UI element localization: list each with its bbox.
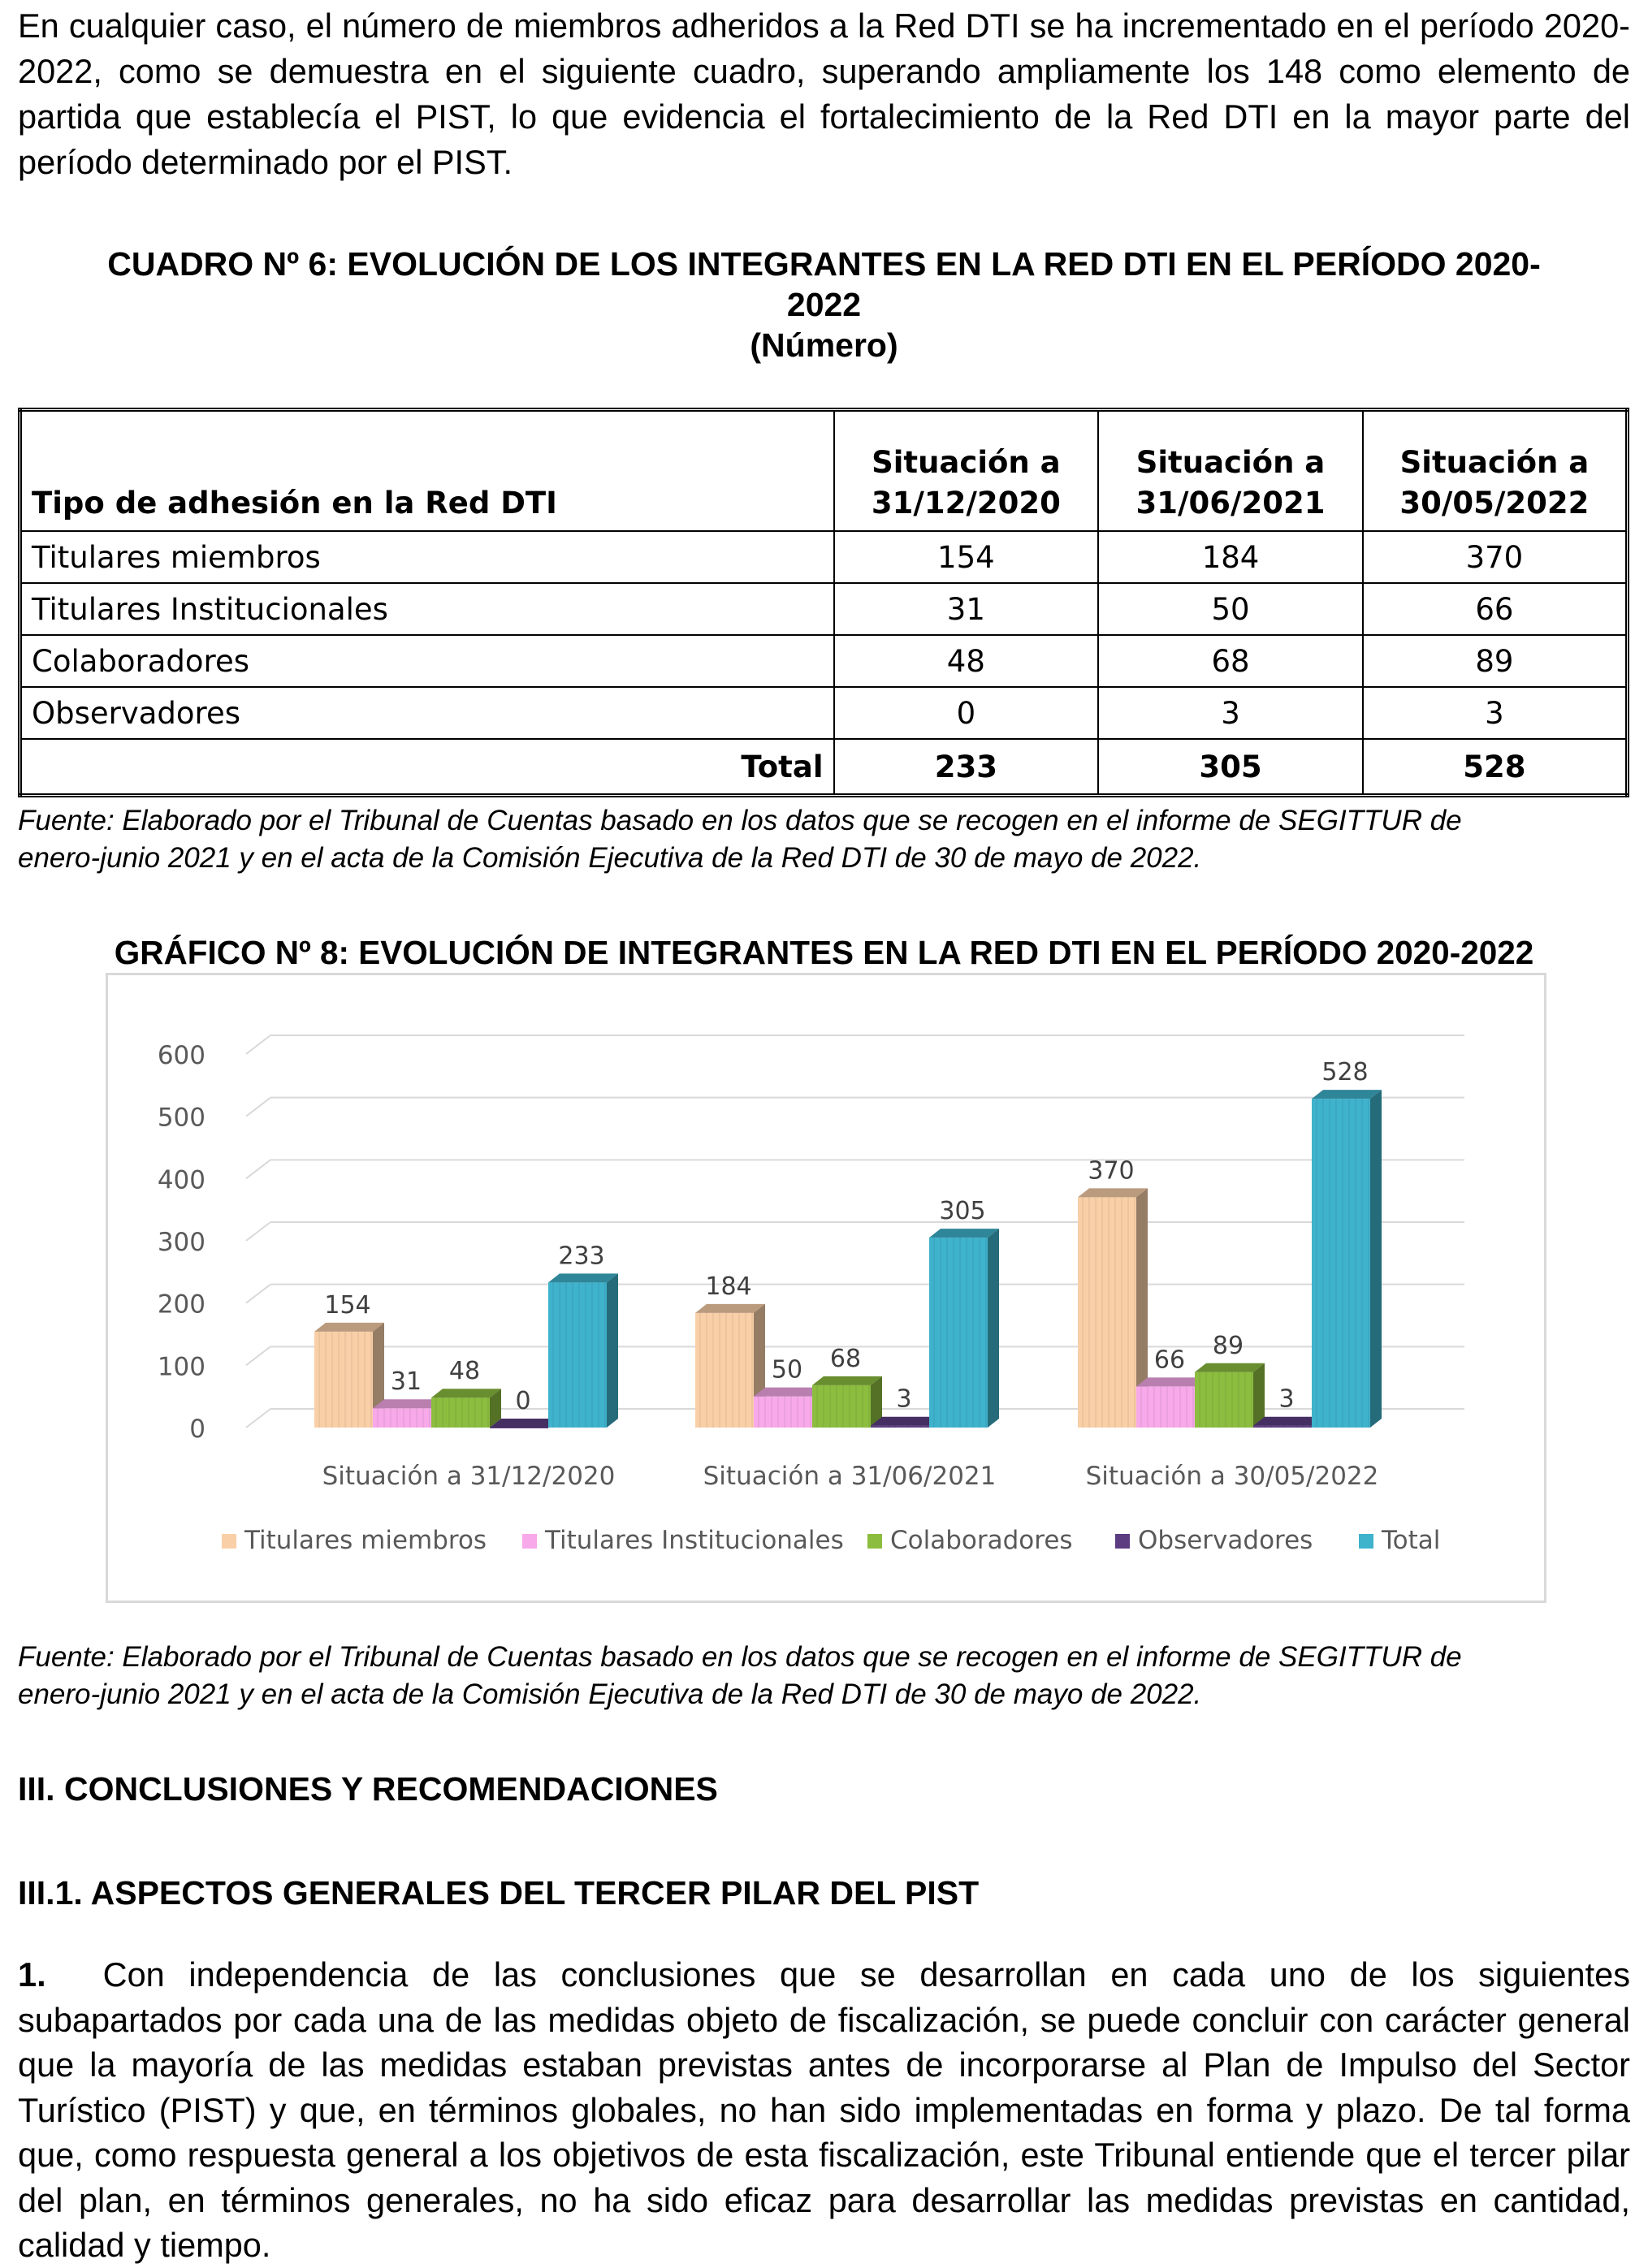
cell-value: 0 bbox=[834, 687, 1099, 739]
data-label: 3 bbox=[1278, 1385, 1295, 1414]
bar bbox=[373, 1408, 431, 1428]
bar-side bbox=[1253, 1363, 1265, 1428]
legend-label: Titulares Institucionales bbox=[545, 1526, 844, 1555]
legend-swatch bbox=[1115, 1534, 1130, 1549]
bar bbox=[1195, 1372, 1253, 1428]
x-category-label: Situación a 31/06/2021 bbox=[703, 1462, 997, 1491]
row-label: Colaboradores bbox=[20, 635, 834, 687]
chart-title: GRÁFICO Nº 8: EVOLUCIÓN DE INTEGRANTES EN LA RED DTI EN EL PERÍODO 2020-2022 bbox=[114, 934, 1534, 971]
legend-swatch bbox=[1359, 1534, 1373, 1549]
row-label: Observadores bbox=[20, 687, 834, 739]
cell-value: 184 bbox=[1098, 531, 1363, 583]
bar bbox=[695, 1313, 754, 1428]
total-label: Total bbox=[20, 739, 834, 796]
bar-top bbox=[431, 1389, 501, 1398]
table-header-2022 bbox=[1363, 410, 1628, 532]
y-tick-label: 600 bbox=[157, 1040, 205, 1070]
bar-top bbox=[695, 1304, 765, 1313]
gridline-diagonal bbox=[246, 1160, 270, 1178]
table-header-2021 bbox=[1098, 410, 1363, 532]
y-tick-label: 400 bbox=[157, 1165, 205, 1195]
bar-top bbox=[314, 1323, 384, 1332]
table-row bbox=[20, 635, 1628, 687]
data-label: 0 bbox=[515, 1387, 531, 1415]
conclusion-number: 1. bbox=[18, 1955, 46, 1994]
table-subtitle: (Número) bbox=[750, 326, 898, 364]
cell-value: 3 bbox=[1363, 687, 1628, 739]
cell-value: 89 bbox=[1363, 635, 1628, 687]
bar bbox=[431, 1398, 490, 1428]
chart-container bbox=[106, 973, 1546, 1603]
table-row bbox=[20, 687, 1628, 739]
y-tick-label: 0 bbox=[189, 1415, 205, 1444]
data-label: 305 bbox=[939, 1197, 986, 1226]
table-source bbox=[18, 802, 1630, 877]
conclusion-paragraph bbox=[18, 1952, 1630, 2268]
bar bbox=[812, 1385, 871, 1428]
bar bbox=[548, 1282, 607, 1428]
legend-label: Colaboradores bbox=[890, 1526, 1073, 1555]
bar bbox=[1312, 1099, 1370, 1428]
total-value: 233 bbox=[834, 739, 1099, 796]
gridline-diagonal bbox=[246, 1035, 270, 1054]
data-label: 89 bbox=[1212, 1331, 1244, 1360]
bar-top bbox=[812, 1376, 882, 1385]
data-label: 233 bbox=[558, 1242, 605, 1271]
bar bbox=[871, 1426, 929, 1428]
cell-value: 66 bbox=[1363, 583, 1628, 635]
table-source-line2: enero-junio 2021 y en el acta de la Comisión Ejecutiva de la Red DTI de 30 de mayo de 2022. bbox=[18, 842, 1202, 874]
bar bbox=[1136, 1386, 1195, 1428]
data-label: 370 bbox=[1088, 1156, 1135, 1186]
header-line2: 31/06/2021 bbox=[1135, 486, 1326, 521]
data-label: 184 bbox=[705, 1272, 752, 1301]
y-tick-label: 200 bbox=[157, 1290, 205, 1320]
cell-value: 370 bbox=[1363, 531, 1628, 583]
header-line2: 30/05/2022 bbox=[1399, 486, 1590, 521]
legend-swatch bbox=[867, 1534, 882, 1549]
conclusion-text: Con independencia de las conclusiones que se desarrollan en cada uno de los siguientes subapartados por cada una de las medidas objeto de fiscalización, se puede concluir con carácter general que la mayoría de las medidas estaban previstas antes de incorporarse al Plan de Impulso del Sector Turístico (PIST) y que, en términos globales, no han sido implementadas en forma y plazo. De tal forma que, como respuesta general a los objetivos de esta fiscalización, este Tribunal entiende que el tercer pilar del plan, en términos generales, no ha sido eficaz para desarrollar las medidas previstas en cantidad, calidad y tiempo. bbox=[18, 1955, 1630, 2264]
bar-top bbox=[929, 1229, 999, 1238]
gridline-diagonal bbox=[246, 1285, 270, 1303]
data-label: 66 bbox=[1153, 1346, 1186, 1375]
header-line1: Situación a bbox=[872, 445, 1061, 480]
gridline-diagonal bbox=[246, 1222, 270, 1241]
table-source-line1: Fuente: Elaborado por el Tribunal de Cuentas basado en los datos que se recogen en el informe de SEGITTUR de bbox=[18, 805, 1462, 836]
row-label: Titulares miembros bbox=[20, 531, 834, 583]
legend-label: Observadores bbox=[1138, 1526, 1313, 1555]
y-tick-label: 300 bbox=[157, 1227, 205, 1257]
cell-value: 48 bbox=[834, 635, 1099, 687]
bar-top bbox=[1195, 1363, 1265, 1372]
data-label: 3 bbox=[896, 1385, 912, 1414]
bar-side bbox=[1370, 1090, 1382, 1428]
cell-value: 50 bbox=[1098, 583, 1363, 635]
table-row bbox=[20, 583, 1628, 635]
row-label: Titulares Institucionales bbox=[20, 583, 834, 635]
x-category-label: Situación a 30/05/2022 bbox=[1085, 1462, 1379, 1491]
bar-chart bbox=[108, 975, 1544, 1601]
gridline-diagonal bbox=[246, 1346, 270, 1365]
table-title-line1: CUADRO Nº 6: EVOLUCIÓN DE LOS INTEGRANTES EN LA RED DTI EN EL PERÍODO 2020- bbox=[107, 245, 1541, 283]
table-header-type: Tipo de adhesión en la Red DTI bbox=[20, 410, 834, 532]
cell-value: 68 bbox=[1098, 635, 1363, 687]
table-header-row bbox=[20, 410, 1628, 532]
data-label: 528 bbox=[1321, 1058, 1369, 1087]
subsection-heading: III.1. ASPECTOS GENERALES DEL TERCER PILAR DEL PIST bbox=[18, 1874, 980, 1912]
header-line1: Situación a bbox=[1135, 445, 1326, 480]
bar-top bbox=[548, 1273, 618, 1282]
bar-side bbox=[988, 1229, 999, 1428]
bar bbox=[929, 1238, 988, 1428]
table-total-row bbox=[20, 739, 1628, 796]
section-heading: III. CONCLUSIONES Y RECOMENDACIONES bbox=[18, 1770, 718, 1808]
bar bbox=[754, 1397, 812, 1428]
bar-side bbox=[607, 1273, 618, 1428]
total-value: 528 bbox=[1363, 739, 1628, 796]
legend-label: Titulares miembros bbox=[244, 1526, 487, 1555]
table-title-line2: 2022 bbox=[786, 286, 862, 323]
table-header-2020 bbox=[834, 410, 1099, 532]
cell-value: 3 bbox=[1098, 687, 1363, 739]
data-label: 154 bbox=[324, 1290, 371, 1320]
cell-value: 154 bbox=[834, 531, 1099, 583]
table-title bbox=[18, 244, 1630, 365]
chart-source-line1: Fuente: Elaborado por el Tribunal de Cuentas basado en los datos que se recogen en el informe de SEGITTUR de bbox=[18, 1641, 1462, 1673]
cell-value: 31 bbox=[834, 583, 1099, 635]
legend-label: Total bbox=[1382, 1526, 1441, 1555]
bar bbox=[1253, 1426, 1312, 1428]
legend-swatch bbox=[222, 1534, 236, 1549]
header-line1: Situación a bbox=[1399, 445, 1590, 480]
y-tick-label: 100 bbox=[157, 1352, 205, 1382]
gridline-diagonal bbox=[246, 1098, 270, 1117]
bar bbox=[1078, 1197, 1136, 1428]
total-value: 305 bbox=[1098, 739, 1363, 796]
gridline-diagonal bbox=[246, 1409, 270, 1428]
header-line2: 31/12/2020 bbox=[871, 486, 1061, 521]
bar bbox=[314, 1332, 373, 1428]
chart-source-line2: enero-junio 2021 y en el acta de la Comisión Ejecutiva de la Red DTI de 30 de mayo de 2022. bbox=[18, 1678, 1202, 1710]
x-category-label: Situación a 31/12/2020 bbox=[322, 1462, 616, 1491]
legend-swatch bbox=[522, 1534, 537, 1549]
bar-top bbox=[1312, 1090, 1382, 1099]
data-label: 68 bbox=[829, 1344, 862, 1373]
chart-source bbox=[18, 1639, 1630, 1713]
intro-paragraph: En cualquier caso, el número de miembros adheridos a la Red DTI se ha incrementado en el período 2020-2022, como se demuestra en el siguiente cuadro, superando ampliamente los 148 como elemento de partida que establecía el PIST, lo que evidencia el fortalecimiento de la Red DTI en la mayor parte del período determinado por el PIST. bbox=[18, 6, 1630, 181]
data-label: 48 bbox=[448, 1357, 481, 1386]
y-tick-label: 500 bbox=[157, 1103, 205, 1133]
data-label: 31 bbox=[390, 1367, 422, 1397]
table-row bbox=[20, 531, 1628, 583]
bar-top bbox=[1078, 1188, 1148, 1197]
members-table bbox=[18, 408, 1629, 797]
data-label: 50 bbox=[771, 1355, 803, 1385]
